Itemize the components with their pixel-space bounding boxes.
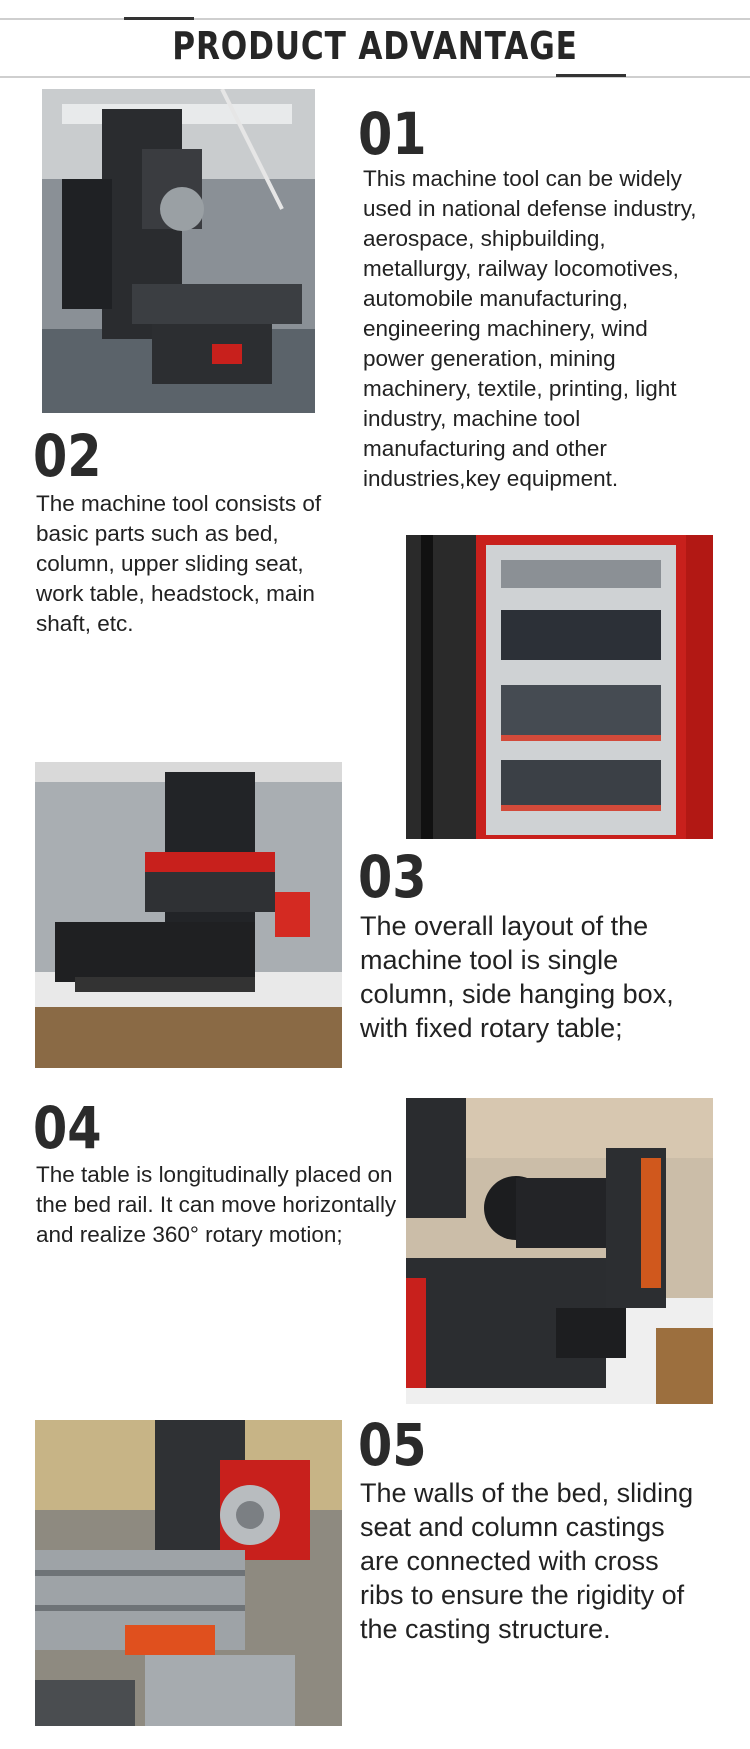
item-02-text: The machine tool consists of basic parts such as bed, column, upper sliding seat, work table, headstock, main shaft, etc.	[36, 491, 322, 636]
motor-detail-photo	[406, 1098, 713, 1404]
electrical-cabinet-photo	[406, 535, 713, 839]
worktable-photo	[35, 1420, 342, 1726]
page-title: PRODUCT ADVANTAGE	[172, 24, 578, 68]
item-02-number: 02	[33, 422, 102, 490]
item-04-number: 04	[33, 1094, 102, 1162]
item-01-number: 01	[358, 100, 427, 168]
header-bottom-accent	[556, 74, 626, 77]
header-bottom-rule	[0, 76, 750, 78]
item-03-text: The overall layout of the machine tool is single column, side hanging box, with fixed rotary table;	[360, 911, 674, 1043]
header-top-accent	[124, 17, 194, 20]
item-05-number: 05	[358, 1411, 427, 1479]
item-04-text: The table is longitudinally placed on the bed rail. It can move horizontally and realize 360° rotary motion;	[36, 1162, 397, 1247]
item-03-number: 03	[358, 843, 427, 911]
item-05-text: The walls of the bed, sliding seat and column castings are connected with cross ribs to ensure the rigidity of the casting structure.	[360, 1478, 694, 1644]
header-top-rule	[0, 18, 750, 20]
machine-photo-workshop	[42, 89, 315, 413]
machine-photo-pallet	[35, 762, 342, 1068]
item-01-text: This machine tool can be widely used in national defense industry, aerospace, shipbuilding, metallurgy, railway locomotives, automobile manufacturing, engineering machinery, wind power generation, mining machinery, textile, printing, light industry, machine tool manufacturing and other industries,key equipment.	[363, 166, 697, 491]
